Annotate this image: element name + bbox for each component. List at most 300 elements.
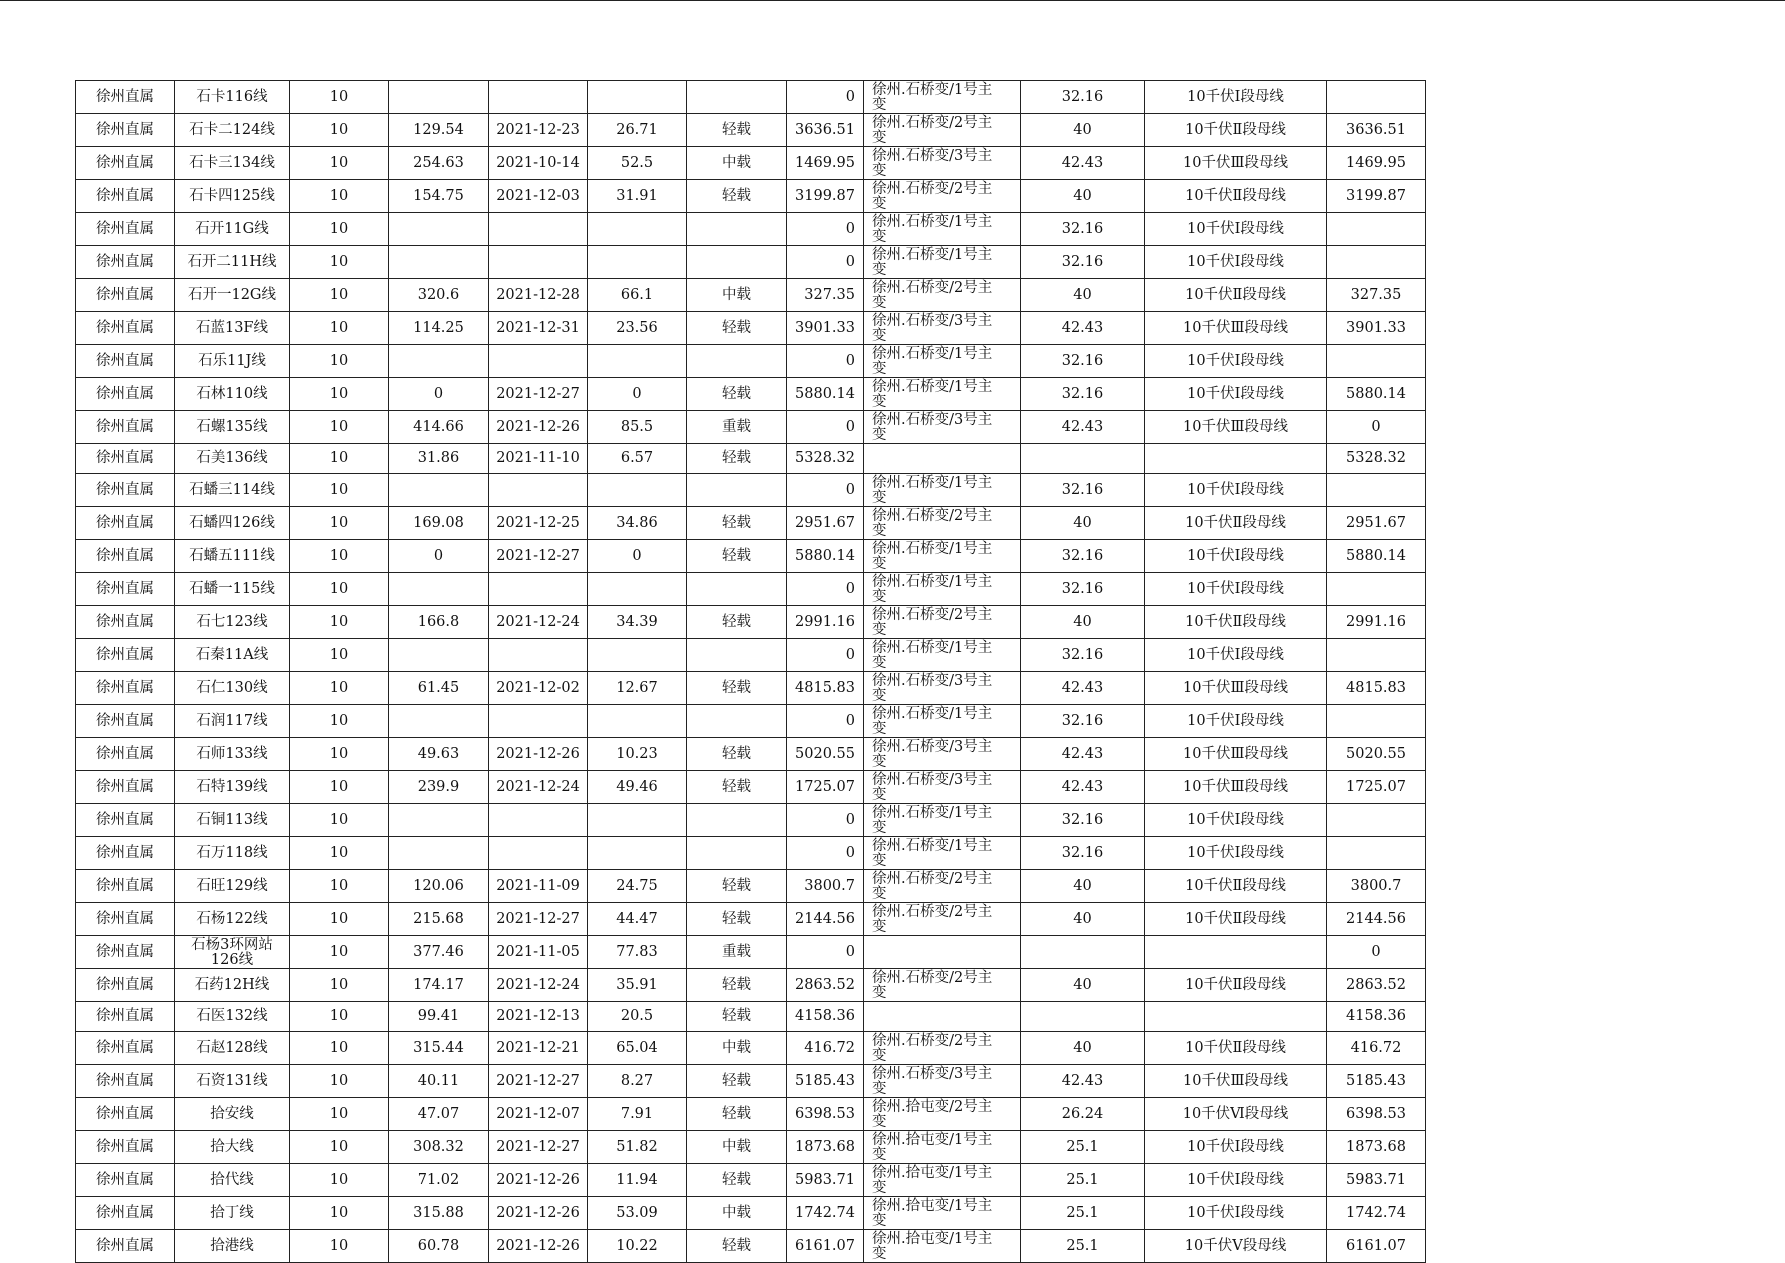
line-name-cell: 石赵128线 [175,1031,290,1064]
busbar-cell: 10千伏Ⅱ段母线 [1145,968,1327,1001]
table-row [76,1001,1426,1031]
voltage-cell: 10 [290,1229,389,1262]
current-cell [389,572,489,605]
load-rate-cell: 66.1 [588,279,687,312]
date-cell: 2021-12-28 [489,279,588,312]
current-cell: 129.54 [389,114,489,147]
load-rate-cell [588,246,687,279]
load-rate-cell [588,345,687,378]
date-cell: 2021-12-24 [489,770,588,803]
load-rate-cell: 53.09 [588,1196,687,1229]
unit-cell: 徐州直属 [76,737,175,770]
transformer-cell: 徐州.石桥变/1号主 变 [864,803,1021,836]
transformer-capacity-cell: 42.43 [1021,737,1145,770]
remaining-capacity-cell: 1742.74 [1327,1196,1426,1229]
current-cell [389,803,489,836]
date-cell: 2021-11-09 [489,869,588,902]
transformer-capacity-cell: 32.16 [1021,803,1145,836]
voltage-cell: 10 [290,737,389,770]
remaining-capacity-cell [1327,81,1426,114]
load-rate-cell: 34.86 [588,506,687,539]
transformer-cell: 徐州.石桥变/3号主 变 [864,147,1021,180]
transformer-capacity-cell: 32.16 [1021,345,1145,378]
current-cell: 114.25 [389,312,489,345]
unit-cell: 徐州直属 [76,1097,175,1130]
capacity-cell: 0 [787,345,864,378]
transformer-capacity-cell: 40 [1021,279,1145,312]
capacity-cell: 0 [787,572,864,605]
remaining-capacity-cell: 1873.68 [1327,1130,1426,1163]
table-row [76,1163,1426,1196]
line-name-cell: 石铜113线 [175,803,290,836]
transformer-capacity-cell: 32.16 [1021,378,1145,411]
date-cell: 2021-12-27 [489,378,588,411]
unit-cell: 徐州直属 [76,1130,175,1163]
voltage-cell: 10 [290,411,389,444]
transformer-capacity-cell: 25.1 [1021,1130,1145,1163]
remaining-capacity-cell: 2951.67 [1327,506,1426,539]
load-rate-cell: 77.83 [588,935,687,968]
date-cell [489,803,588,836]
current-cell: 61.45 [389,671,489,704]
date-cell [489,246,588,279]
load-rate-cell [588,836,687,869]
current-cell: 71.02 [389,1163,489,1196]
voltage-cell: 10 [290,444,389,474]
transformer-cell: 徐州.石桥变/1号主 变 [864,213,1021,246]
table-row [76,246,1426,279]
date-cell: 2021-12-26 [489,1229,588,1262]
transformer-cell: 徐州.拾屯变/2号主 变 [864,1097,1021,1130]
busbar-cell: 10千伏Ⅱ段母线 [1145,506,1327,539]
transformer-capacity-cell: 40 [1021,1031,1145,1064]
busbar-cell: 10千伏Ⅰ段母线 [1145,246,1327,279]
load-level-cell: 轻载 [687,180,787,213]
busbar-cell: 10千伏Ⅰ段母线 [1145,638,1327,671]
load-level-cell [687,836,787,869]
voltage-cell: 10 [290,246,389,279]
voltage-cell: 10 [290,1196,389,1229]
transformer-cell: 徐州.石桥变/3号主 变 [864,770,1021,803]
remaining-capacity-cell: 1469.95 [1327,147,1426,180]
busbar-cell: 10千伏Ⅰ段母线 [1145,572,1327,605]
current-cell: 239.9 [389,770,489,803]
transformer-cell: 徐州.石桥变/3号主 变 [864,1064,1021,1097]
transformer-cell [864,935,1021,968]
busbar-cell: 10千伏Ⅰ段母线 [1145,345,1327,378]
load-rate-cell: 0 [588,539,687,572]
line-name-cell: 石蟠一115线 [175,572,290,605]
line-name-cell: 石开一12G线 [175,279,290,312]
remaining-capacity-cell: 2144.56 [1327,902,1426,935]
transformer-cell: 徐州.石桥变/1号主 变 [864,473,1021,506]
capacity-cell: 2863.52 [787,968,864,1001]
load-level-cell: 轻载 [687,869,787,902]
transformer-cell: 徐州.拾屯变/1号主 变 [864,1130,1021,1163]
busbar-cell: 10千伏Ⅲ段母线 [1145,147,1327,180]
unit-cell: 徐州直属 [76,1163,175,1196]
remaining-capacity-cell: 5020.55 [1327,737,1426,770]
load-rate-cell [588,473,687,506]
date-cell [489,81,588,114]
date-cell: 2021-10-14 [489,147,588,180]
capacity-cell: 0 [787,638,864,671]
capacity-cell: 416.72 [787,1031,864,1064]
line-name-cell: 石开二11H线 [175,246,290,279]
transformer-cell: 徐州.石桥变/1号主 变 [864,836,1021,869]
busbar-cell: 10千伏Ⅱ段母线 [1145,1031,1327,1064]
table-row [76,147,1426,180]
transformer-capacity-cell: 40 [1021,180,1145,213]
table-row [76,1196,1426,1229]
table-row [76,473,1426,506]
transformer-cell: 徐州.石桥变/2号主 变 [864,968,1021,1001]
date-cell: 2021-12-27 [489,902,588,935]
busbar-cell: 10千伏Ⅰ段母线 [1145,836,1327,869]
busbar-cell: 10千伏Ⅰ段母线 [1145,81,1327,114]
transformer-capacity-cell: 40 [1021,114,1145,147]
voltage-cell: 10 [290,1001,389,1031]
capacity-cell: 6161.07 [787,1229,864,1262]
busbar-cell: 10千伏Ⅰ段母线 [1145,539,1327,572]
table-row [76,605,1426,638]
remaining-capacity-cell: 3199.87 [1327,180,1426,213]
table-row [76,1031,1426,1064]
capacity-cell: 5020.55 [787,737,864,770]
transformer-cell [864,444,1021,474]
unit-cell: 徐州直属 [76,968,175,1001]
remaining-capacity-cell: 3800.7 [1327,869,1426,902]
busbar-cell [1145,444,1327,474]
voltage-cell: 10 [290,869,389,902]
table-row [76,444,1426,474]
unit-cell: 徐州直属 [76,81,175,114]
transformer-cell: 徐州.石桥变/1号主 变 [864,638,1021,671]
date-cell [489,572,588,605]
busbar-cell: 10千伏Ⅱ段母线 [1145,869,1327,902]
load-level-cell: 轻载 [687,1163,787,1196]
line-name-cell: 石林110线 [175,378,290,411]
voltage-cell: 10 [290,968,389,1001]
line-name-cell: 石药12H线 [175,968,290,1001]
unit-cell: 徐州直属 [76,312,175,345]
transformer-capacity-cell: 42.43 [1021,147,1145,180]
capacity-cell: 2991.16 [787,605,864,638]
current-cell: 377.46 [389,935,489,968]
load-level-cell: 轻载 [687,671,787,704]
current-cell: 40.11 [389,1064,489,1097]
remaining-capacity-cell: 5185.43 [1327,1064,1426,1097]
voltage-cell: 10 [290,902,389,935]
unit-cell: 徐州直属 [76,1001,175,1031]
transformer-capacity-cell: 40 [1021,902,1145,935]
date-cell: 2021-11-10 [489,444,588,474]
unit-cell: 徐州直属 [76,246,175,279]
voltage-cell: 10 [290,704,389,737]
unit-cell: 徐州直属 [76,803,175,836]
load-rate-cell: 10.22 [588,1229,687,1262]
transformer-capacity-cell: 42.43 [1021,671,1145,704]
date-cell [489,473,588,506]
current-cell [389,473,489,506]
busbar-cell: 10千伏Ⅲ段母线 [1145,671,1327,704]
current-cell [389,81,489,114]
load-rate-cell [588,213,687,246]
current-cell: 166.8 [389,605,489,638]
table-row [76,935,1426,968]
capacity-cell: 3800.7 [787,869,864,902]
busbar-cell: 10千伏Ⅰ段母线 [1145,473,1327,506]
transformer-capacity-cell: 42.43 [1021,770,1145,803]
unit-cell: 徐州直属 [76,1196,175,1229]
line-name-cell: 石卡二124线 [175,114,290,147]
load-rate-cell: 11.94 [588,1163,687,1196]
capacity-cell: 0 [787,836,864,869]
current-cell [389,638,489,671]
voltage-cell: 10 [290,180,389,213]
capacity-cell: 0 [787,81,864,114]
line-name-cell: 拾安线 [175,1097,290,1130]
load-rate-cell: 26.71 [588,114,687,147]
busbar-cell: 10千伏Ⅲ段母线 [1145,312,1327,345]
date-cell: 2021-12-31 [489,312,588,345]
current-cell: 215.68 [389,902,489,935]
line-name-cell: 石蟠三114线 [175,473,290,506]
line-name-cell: 拾港线 [175,1229,290,1262]
capacity-cell: 0 [787,704,864,737]
date-cell [489,836,588,869]
line-name-cell: 石螺135线 [175,411,290,444]
transformer-capacity-cell: 32.16 [1021,704,1145,737]
voltage-cell: 10 [290,1097,389,1130]
load-level-cell: 中载 [687,1130,787,1163]
line-name-cell: 石开11G线 [175,213,290,246]
capacity-cell: 2951.67 [787,506,864,539]
voltage-cell: 10 [290,378,389,411]
load-rate-cell [588,803,687,836]
current-cell [389,704,489,737]
transformer-capacity-cell: 32.16 [1021,246,1145,279]
load-rate-cell: 49.46 [588,770,687,803]
load-rate-cell: 52.5 [588,147,687,180]
capacity-cell: 0 [787,803,864,836]
voltage-cell: 10 [290,1130,389,1163]
busbar-cell: 10千伏Ⅰ段母线 [1145,1163,1327,1196]
voltage-cell: 10 [290,770,389,803]
remaining-capacity-cell: 416.72 [1327,1031,1426,1064]
capacity-cell: 5328.32 [787,444,864,474]
load-rate-cell: 35.91 [588,968,687,1001]
busbar-cell [1145,1001,1327,1031]
load-level-cell: 轻载 [687,737,787,770]
remaining-capacity-cell [1327,213,1426,246]
transformer-cell: 徐州.石桥变/2号主 变 [864,180,1021,213]
transformer-cell: 徐州.石桥变/1号主 变 [864,378,1021,411]
current-cell: 254.63 [389,147,489,180]
current-cell: 315.88 [389,1196,489,1229]
table-row [76,902,1426,935]
transformer-cell: 徐州.石桥变/2号主 变 [864,114,1021,147]
remaining-capacity-cell [1327,836,1426,869]
load-level-cell: 重载 [687,411,787,444]
line-name-cell: 石万118线 [175,836,290,869]
transformer-cell: 徐州.石桥变/3号主 变 [864,312,1021,345]
current-cell: 154.75 [389,180,489,213]
load-rate-cell: 8.27 [588,1064,687,1097]
transformer-cell: 徐州.石桥变/2号主 变 [864,279,1021,312]
load-level-cell [687,473,787,506]
current-cell: 120.06 [389,869,489,902]
voltage-cell: 10 [290,114,389,147]
busbar-cell: 10千伏Ⅲ段母线 [1145,1064,1327,1097]
voltage-cell: 10 [290,345,389,378]
remaining-capacity-cell: 4158.36 [1327,1001,1426,1031]
load-level-cell [687,345,787,378]
remaining-capacity-cell: 6161.07 [1327,1229,1426,1262]
line-name-cell: 石卡四125线 [175,180,290,213]
date-cell: 2021-12-21 [489,1031,588,1064]
capacity-cell: 327.35 [787,279,864,312]
busbar-cell: 10千伏Ⅱ段母线 [1145,180,1327,213]
voltage-cell: 10 [290,935,389,968]
transformer-cell: 徐州.石桥变/1号主 变 [864,572,1021,605]
date-cell [489,345,588,378]
busbar-cell: 10千伏Ⅱ段母线 [1145,605,1327,638]
table-row [76,803,1426,836]
line-name-cell: 石卡116线 [175,81,290,114]
unit-cell: 徐州直属 [76,147,175,180]
remaining-capacity-cell: 5880.14 [1327,539,1426,572]
unit-cell: 徐州直属 [76,704,175,737]
date-cell: 2021-12-27 [489,539,588,572]
transformer-cell [864,1001,1021,1031]
transformer-cell: 徐州.石桥变/2号主 变 [864,869,1021,902]
transformer-capacity-cell: 32.16 [1021,572,1145,605]
table-row [76,345,1426,378]
load-rate-cell: 44.47 [588,902,687,935]
feeder-load-table [75,80,1426,1263]
unit-cell: 徐州直属 [76,506,175,539]
transformer-capacity-cell: 32.16 [1021,81,1145,114]
capacity-cell: 6398.53 [787,1097,864,1130]
line-name-cell: 石卡三134线 [175,147,290,180]
load-level-cell [687,213,787,246]
transformer-cell: 徐州.石桥变/1号主 变 [864,704,1021,737]
load-level-cell: 中载 [687,147,787,180]
load-level-cell: 轻载 [687,770,787,803]
line-name-cell: 石润117线 [175,704,290,737]
capacity-cell: 1742.74 [787,1196,864,1229]
busbar-cell: 10千伏Ⅲ段母线 [1145,411,1327,444]
table-row [76,1229,1426,1262]
busbar-cell: 10千伏Ⅲ段母线 [1145,770,1327,803]
busbar-cell: 10千伏Ⅱ段母线 [1145,279,1327,312]
current-cell: 31.86 [389,444,489,474]
load-rate-cell: 65.04 [588,1031,687,1064]
load-rate-cell: 85.5 [588,411,687,444]
remaining-capacity-cell: 327.35 [1327,279,1426,312]
remaining-capacity-cell [1327,246,1426,279]
load-rate-cell: 6.57 [588,444,687,474]
voltage-cell: 10 [290,279,389,312]
table-row [76,378,1426,411]
transformer-capacity-cell: 26.24 [1021,1097,1145,1130]
load-rate-cell: 20.5 [588,1001,687,1031]
voltage-cell: 10 [290,312,389,345]
load-level-cell: 轻载 [687,539,787,572]
remaining-capacity-cell: 2991.16 [1327,605,1426,638]
transformer-cell: 徐州.石桥变/3号主 变 [864,671,1021,704]
voltage-cell: 10 [290,147,389,180]
load-level-cell [687,572,787,605]
transformer-capacity-cell [1021,935,1145,968]
transformer-capacity-cell: 42.43 [1021,312,1145,345]
table-row [76,312,1426,345]
load-rate-cell: 31.91 [588,180,687,213]
capacity-cell: 3636.51 [787,114,864,147]
date-cell: 2021-12-26 [489,737,588,770]
transformer-cell: 徐州.石桥变/1号主 变 [864,81,1021,114]
unit-cell: 徐州直属 [76,473,175,506]
busbar-cell: 10千伏Ⅰ段母线 [1145,704,1327,737]
line-name-cell: 石医132线 [175,1001,290,1031]
busbar-cell: 10千伏Ⅰ段母线 [1145,1196,1327,1229]
voltage-cell: 10 [290,473,389,506]
line-name-cell: 石旺129线 [175,869,290,902]
unit-cell: 徐州直属 [76,1064,175,1097]
load-rate-cell: 34.39 [588,605,687,638]
capacity-cell: 5880.14 [787,539,864,572]
load-rate-cell: 12.67 [588,671,687,704]
load-rate-cell: 51.82 [588,1130,687,1163]
voltage-cell: 10 [290,605,389,638]
unit-cell: 徐州直属 [76,605,175,638]
remaining-capacity-cell [1327,473,1426,506]
load-level-cell [687,704,787,737]
voltage-cell: 10 [290,81,389,114]
table-row [76,869,1426,902]
load-level-cell: 重载 [687,935,787,968]
table-row [76,1097,1426,1130]
transformer-capacity-cell: 32.16 [1021,539,1145,572]
line-name-cell: 石七123线 [175,605,290,638]
capacity-cell: 1873.68 [787,1130,864,1163]
date-cell: 2021-12-23 [489,114,588,147]
load-level-cell: 轻载 [687,1097,787,1130]
capacity-cell: 0 [787,246,864,279]
transformer-cell: 徐州.石桥变/3号主 变 [864,737,1021,770]
transformer-cell: 徐州.拾屯变/1号主 变 [864,1163,1021,1196]
date-cell: 2021-12-27 [489,1130,588,1163]
load-level-cell: 轻载 [687,1229,787,1262]
remaining-capacity-cell: 5880.14 [1327,378,1426,411]
load-level-cell: 轻载 [687,312,787,345]
load-level-cell: 轻载 [687,506,787,539]
line-name-cell: 石仁130线 [175,671,290,704]
current-cell: 414.66 [389,411,489,444]
date-cell: 2021-11-05 [489,935,588,968]
busbar-cell: 10千伏Ⅱ段母线 [1145,114,1327,147]
date-cell: 2021-12-02 [489,671,588,704]
transformer-cell: 徐州.石桥变/1号主 变 [864,539,1021,572]
date-cell: 2021-12-26 [489,411,588,444]
load-level-cell: 轻载 [687,114,787,147]
voltage-cell: 10 [290,1031,389,1064]
current-cell [389,213,489,246]
line-name-cell: 拾大线 [175,1130,290,1163]
transformer-cell: 徐州.拾屯变/1号主 变 [864,1229,1021,1262]
unit-cell: 徐州直属 [76,902,175,935]
